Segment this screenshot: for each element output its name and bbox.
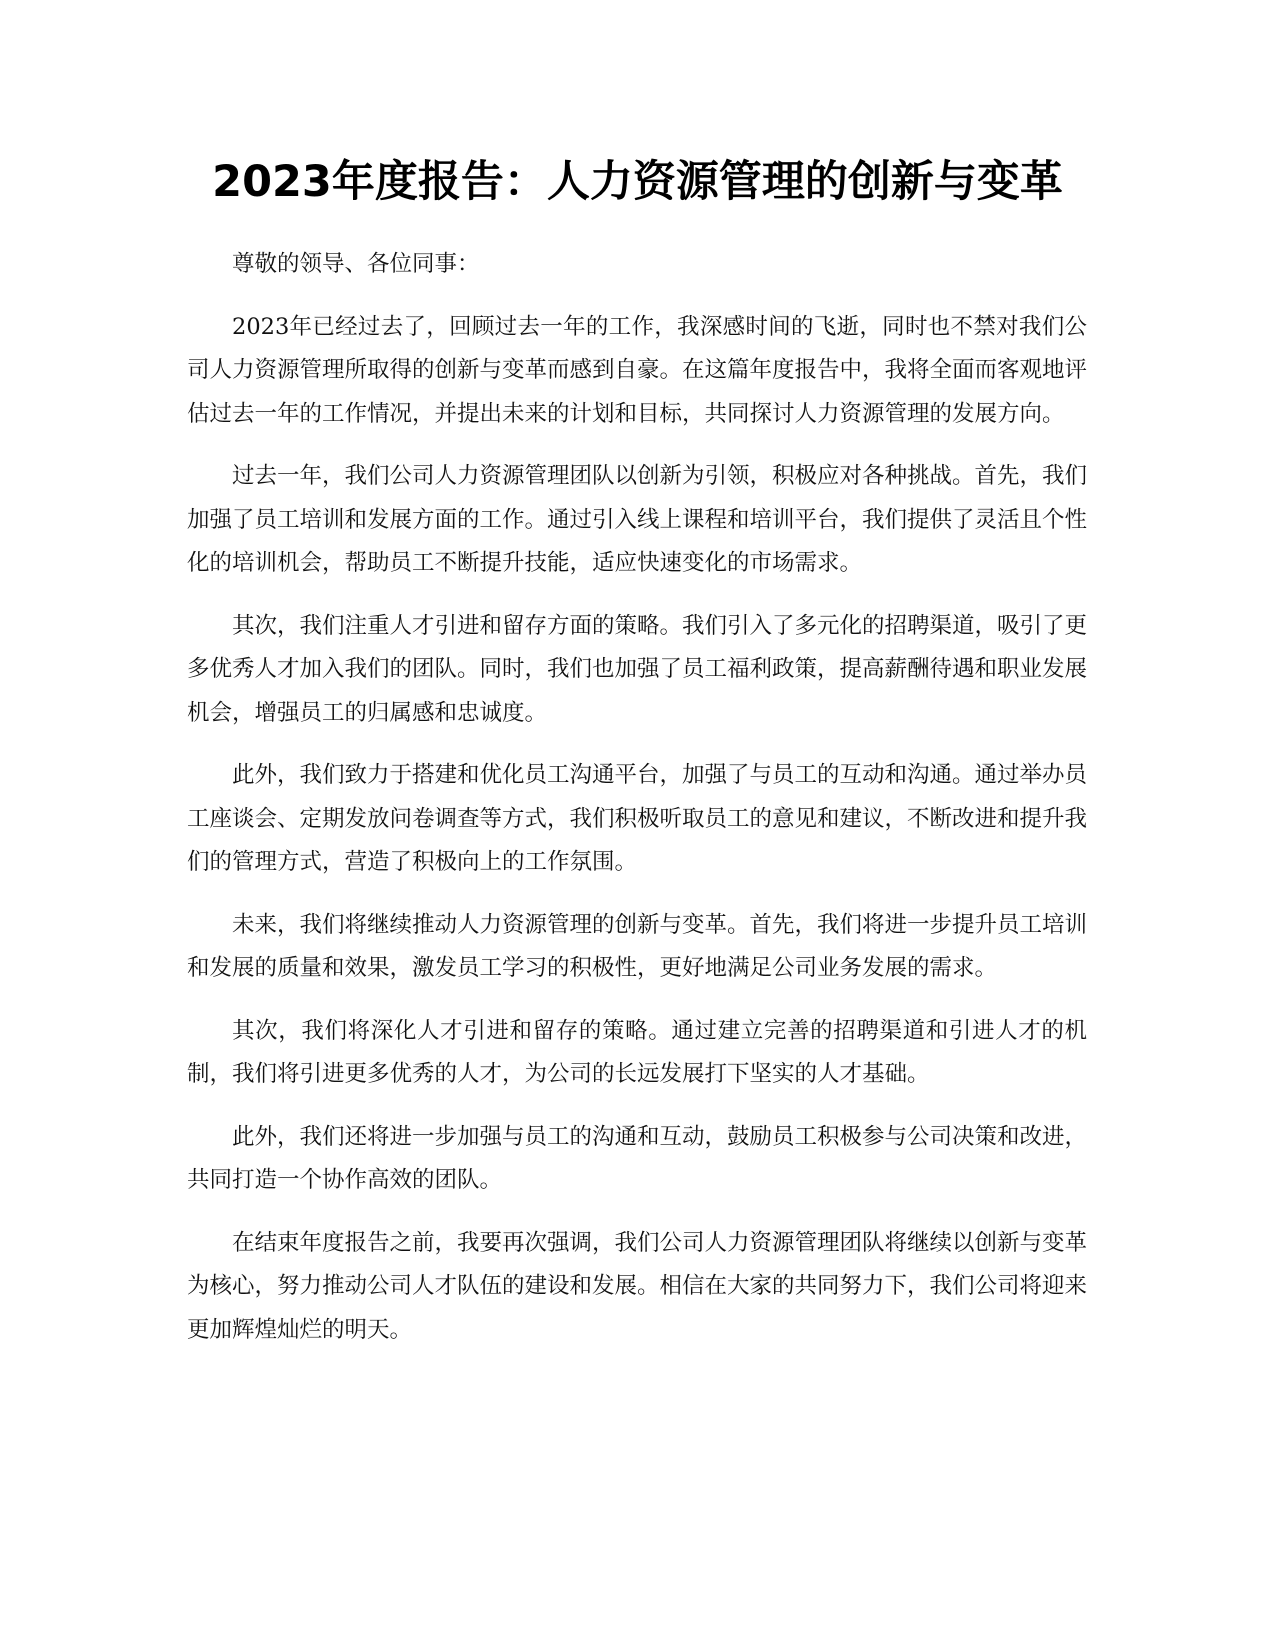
- paragraph-future-communication: 此外，我们还将进一步加强与员工的沟通和互动，鼓励员工积极参与公司决策和改进，共同打造一个协作高效的团队。: [187, 1123, 1088, 1193]
- paragraph-intro: 2023年已经过去了，回顾过去一年的工作，我深感时间的飞逝，同时也不禁对我们公司人力资源管理所取得的创新与变革而感到自豪。在这篇年度报告中，我将全面而客观地评估过去一年的工作情况，并提出未来的计划和目标，共同探讨人力资源管理的发展方向。: [187, 313, 1088, 427]
- paragraph-future-training: 未来，我们将继续推动人力资源管理的创新与变革。首先，我们将进一步提升员工培训和发展的质量和效果，激发员工学习的积极性，更好地满足公司业务发展的需求。: [187, 911, 1088, 981]
- paragraph-training: 过去一年，我们公司人力资源管理团队以创新为引领，积极应对各种挑战。首先，我们加强了员工培训和发展方面的工作。通过引入线上课程和培训平台，我们提供了灵活且个性化的培训机会，帮助员工不断提升技能，适应快速变化的市场需求。: [187, 463, 1088, 576]
- document-title: 2023年度报告：人力资源管理的创新与变革: [212, 157, 1063, 207]
- paragraph-communication: 此外，我们致力于搭建和优化员工沟通平台，加强了与员工的互动和沟通。通过举办员工座谈会、定期发放问卷调查等方式，我们积极听取员工的意见和建议，不断改进和提升我们的管理方式，营造了积极向上的工作氛围。: [187, 762, 1088, 875]
- paragraph-talent: 其次，我们注重人才引进和留存方面的策略。我们引入了多元化的招聘渠道，吸引了更多优秀人才加入我们的团队。同时，我们也加强了员工福利政策，提高薪酬待遇和职业发展机会，增强员工的归属感和忠诚度。: [187, 612, 1088, 726]
- salutation: 尊敬的领导、各位同事：: [232, 251, 480, 277]
- paragraph-conclusion: 在结束年度报告之前，我要再次强调，我们公司人力资源管理团队将继续以创新与变革为核心，努力推动公司人才队伍的建设和发展。相信在大家的共同努力下，我们公司将迎来更加辉煌灿烂的明天。: [187, 1229, 1088, 1343]
- paragraph-future-talent: 其次，我们将深化人才引进和留存的策略。通过建立完善的招聘渠道和引进人才的机制，我们将引进更多优秀的人才，为公司的长远发展打下坚实的人才基础。: [187, 1017, 1087, 1087]
- document-body: [187, 243, 1087, 1371]
